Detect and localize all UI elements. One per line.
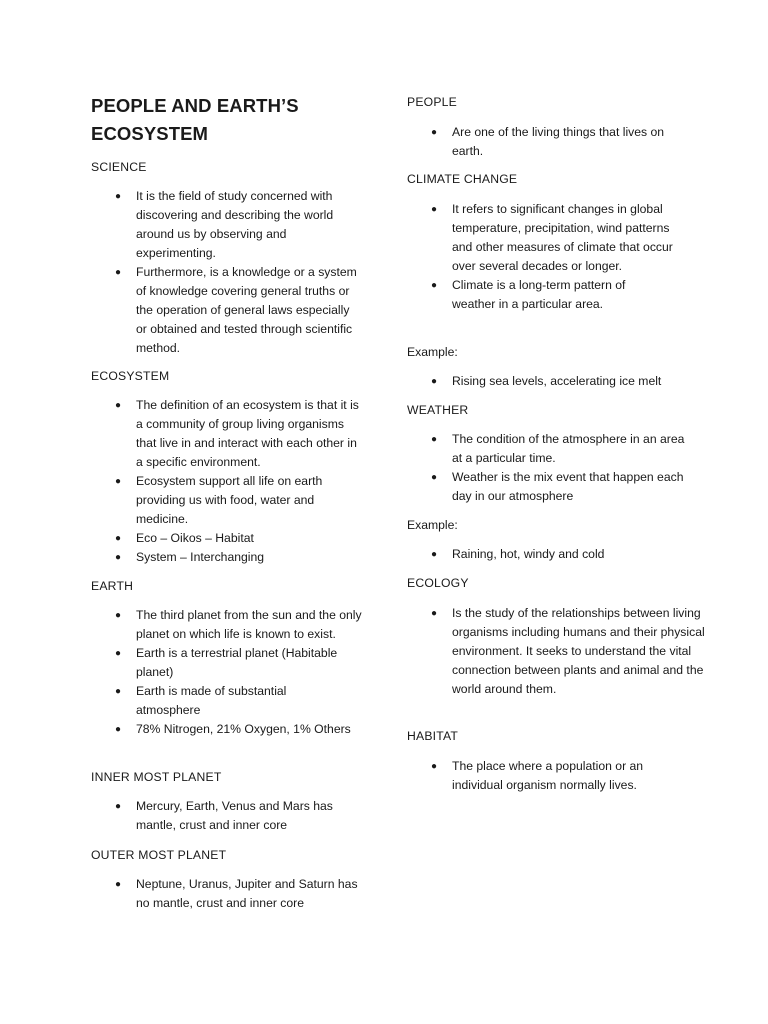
list-item: ● Climate is a long-term pattern of weather in a particular area. <box>431 278 626 311</box>
list-item: ● Earth is a terrestrial planet (Habitable planet) <box>115 646 338 679</box>
ecosystem-heading: ECOSYSTEM <box>91 369 170 383</box>
ecology-heading: ECOLOGY <box>407 576 469 590</box>
climate-example-list <box>407 372 697 391</box>
list-item: ● System – Interchanging <box>91 548 362 567</box>
earth-heading: EARTH <box>91 579 134 593</box>
weather-example-label: Example: <box>407 518 458 532</box>
bullet-icon: ● <box>431 204 438 215</box>
list-item: ● The condition of the atmosphere in an area at a particular time. <box>431 432 685 465</box>
habitat-heading: HABITAT <box>407 729 459 743</box>
list-item: ● Raining, hot, windy and cold <box>407 545 737 564</box>
list-item: ● Ecosystem support all life on earth providing us with food, water and medicine. <box>115 474 323 526</box>
list-item: ● Eco – Oikos – Habitat <box>91 529 362 548</box>
list-item: ● Are one of the living things that lives on earth. <box>431 125 665 158</box>
page-title: PEOPLE AND EARTH’S ECOSYSTEM <box>91 95 299 144</box>
bullet-icon: ● <box>431 472 438 483</box>
list-item: ● Mercury, Earth, Venus and Mars has mantle, crust and inner core <box>115 799 333 832</box>
bullet-icon: ● <box>115 533 122 544</box>
weather-list <box>407 430 697 506</box>
inner-most-planet-heading: INNER MOST PLANET <box>91 770 222 784</box>
habitat-list <box>407 757 697 795</box>
weather-example-list <box>407 545 697 564</box>
science-heading: SCIENCE <box>91 160 147 174</box>
bullet-icon: ● <box>115 267 122 278</box>
outer-most-planet-heading: OUTER MOST PLANET <box>91 848 227 862</box>
earth-list <box>91 606 381 739</box>
bullet-icon: ● <box>115 686 122 697</box>
outer-most-planet-list <box>91 875 381 913</box>
bullet-icon: ● <box>115 476 122 487</box>
list-item: ● The definition of an ecosystem is that it is a community of group living organisms that live in and interact with each other in a specific environment. <box>115 398 359 469</box>
list-item: ● Neptune, Uranus, Jupiter and Saturn has no mantle, crust and inner core <box>115 877 358 910</box>
list-item: ● It refers to significant changes in global temperature, precipitation, wind patterns and other measures of climate that occur over several decades or longer. <box>431 202 673 273</box>
bullet-icon: ● <box>115 400 122 411</box>
ecosystem-list <box>91 396 381 567</box>
weather-heading: WEATHER <box>407 403 469 417</box>
bullet-icon: ● <box>431 761 438 772</box>
ecology-list <box>407 604 705 699</box>
climate-example-label: Example: <box>407 345 458 359</box>
bullet-icon: ● <box>431 376 438 387</box>
list-item: ● Earth is made of substantial atmosphere <box>115 684 287 717</box>
science-list <box>91 187 381 358</box>
people-list <box>407 123 697 161</box>
bullet-icon: ● <box>431 549 438 560</box>
bullet-icon: ● <box>431 127 438 138</box>
list-item: ● Weather is the mix event that happen each day in our atmosphere <box>431 470 684 503</box>
list-item: ● The place where a population or an individual organism normally lives. <box>431 759 644 792</box>
bullet-icon: ● <box>115 552 122 563</box>
list-item: ● It is the field of study concerned with discovering and describing the world around us by observing and experimenting. <box>115 189 334 260</box>
list-item: ● The third planet from the sun and the only planet on which life is known to exist. <box>115 608 362 641</box>
list-item: ● 78% Nitrogen, 21% Oxygen, 1% Others <box>91 720 416 739</box>
bullet-icon: ● <box>115 801 122 812</box>
bullet-icon: ● <box>115 724 122 735</box>
people-heading: PEOPLE <box>407 95 457 109</box>
inner-most-planet-list <box>91 797 381 835</box>
bullet-icon: ● <box>115 191 122 202</box>
bullet-icon: ● <box>115 648 122 659</box>
bullet-icon: ● <box>431 608 438 619</box>
list-item: ● Rising sea levels, accelerating ice melt <box>407 372 737 391</box>
bullet-icon: ● <box>115 610 122 621</box>
bullet-icon: ● <box>115 879 122 890</box>
bullet-icon: ● <box>431 434 438 445</box>
list-item: ● Furthermore, is a knowledge or a system of knowledge covering general truths or the operation of general laws especially or obtained and tested through scientific method. <box>115 265 357 355</box>
bullet-icon: ● <box>431 280 438 291</box>
climate-change-heading: CLIMATE CHANGE <box>407 172 518 186</box>
climate-change-list <box>407 200 697 314</box>
list-item: ● Is the study of the relationships between living organisms including humans and their physical environment. It seeks to understand the vital connection between plants and animal and the world around them. <box>431 606 705 696</box>
